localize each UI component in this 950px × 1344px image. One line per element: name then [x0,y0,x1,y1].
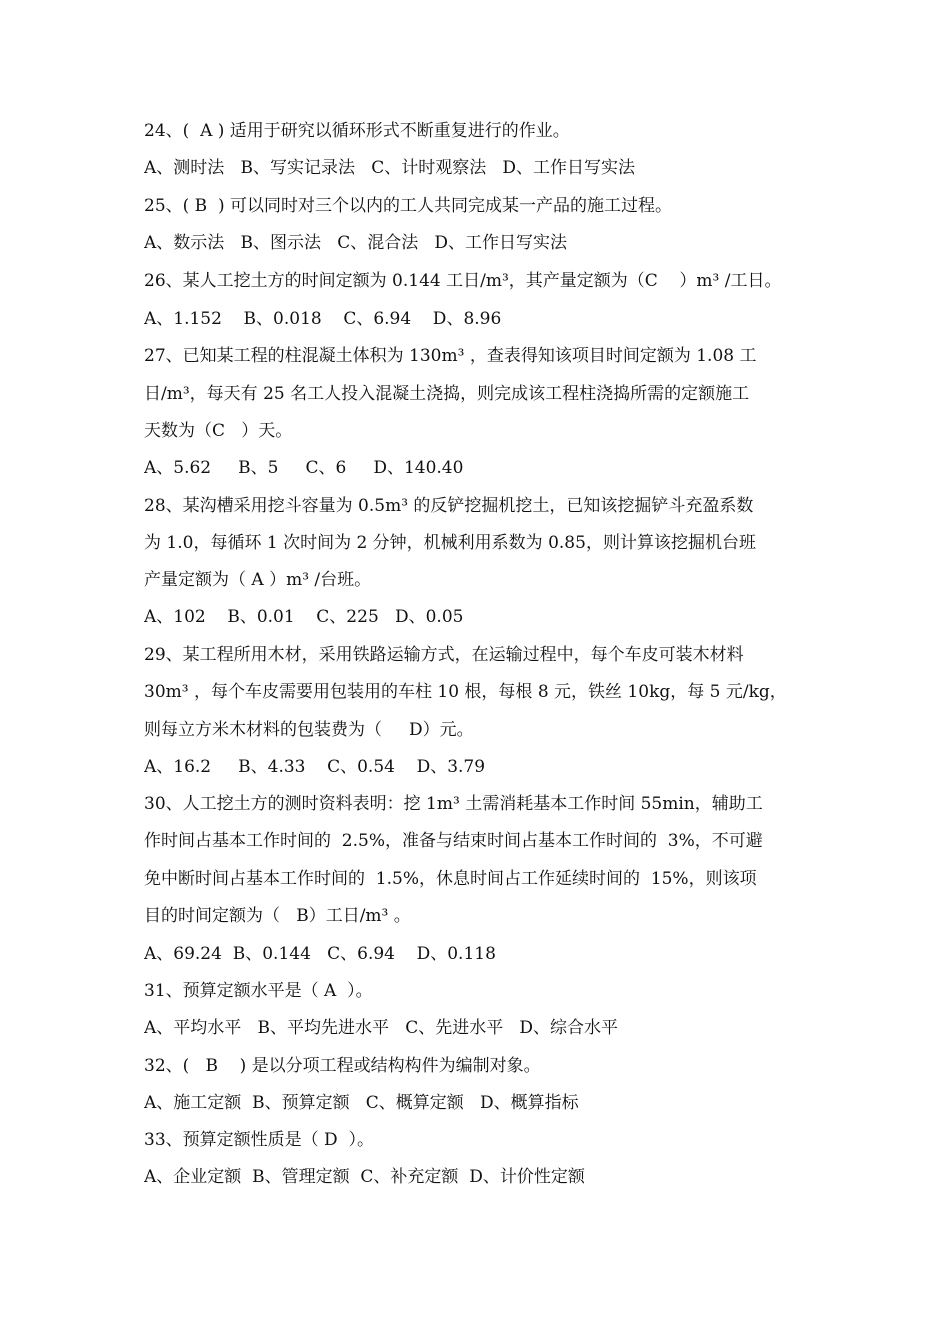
question-29-line-1: 29、某工程所用木材，采用铁路运输方式，在运输过程中，每个车皮可装木材料 [144,645,744,665]
question-30-line-2: 作时间占基本工作时间的 2.5%，准备与结束时间占基本工作时间的 3%，不可避 [144,831,763,851]
question-30-line-3: 免中断时间占基本工作时间的 1.5%，休息时间占工作延续时间的 15%，则该项 [144,869,757,889]
question-33-options: A、企业定额 B、管理定额 C、补充定额 D、计价性定额 [144,1167,585,1187]
question-32-options: A、施工定额 B、预算定额 C、概算定额 D、概算指标 [144,1093,579,1113]
question-30-line-1: 30、人工挖土方的测时资料表明：挖 1m³ 土需消耗基本工作时间 55min，辅助工 [144,794,763,814]
question-28-line-3: 产量定额为（ A ）m³ /台班。 [144,570,372,590]
question-30-options: A、69.24 B、0.144 C、6.94 D、0.118 [144,944,496,964]
question-31-options: A、平均水平 B、平均先进水平 C、先进水平 D、综合水平 [144,1018,619,1038]
question-29-line-3: 则每立方米木材料的包装费为（ D）元。 [144,720,474,740]
question-27-line-3: 天数为（C ）天。 [144,421,293,441]
question-29-options: A、16.2 B、4.33 C、0.54 D、3.79 [144,757,486,777]
question-27-line-2: 日/m³，每天有 25 名工人投入混凝土浇捣，则完成该工程柱浇捣所需的定额施工 [144,384,750,404]
question-27-options: A、5.62 B、5 C、6 D、140.40 [144,458,464,478]
question-30-line-4: 目的时间定额为（ B）工日/m³ 。 [144,906,411,926]
question-28-line-1: 28、某沟槽采用挖斗容量为 0.5m³ 的反铲挖掘机挖土，已知该挖掘铲斗充盈系数 [144,496,754,516]
question-28-options: A、102 B、0.01 C、225 D、0.05 [144,607,464,627]
question-25: 25、( B ) 可以同时对三个以内的工人共同完成某一产品的施工过程。 [144,196,673,216]
question-24-options: A、测时法 B、写实记录法 C、计时观察法 D、工作日写实法 [144,158,636,178]
question-26: 26、某人工挖土方的时间定额为 0.144 工日/m³，其产量定额为（C ）m³ /工日。 [144,271,782,291]
question-26-options: A、1.152 B、0.018 C、6.94 D、8.96 [144,309,502,329]
question-24: 24、( A ) 适用于研究以循环形式不断重复进行的作业。 [144,121,570,141]
question-31: 31、预算定额水平是（ A ）。 [144,981,373,1001]
question-28-line-2: 为 1.0，每循环 1 次时间为 2 分钟，机械利用系数为 0.85，则计算该挖掘机台班 [144,533,756,553]
question-29-line-2: 30m³ ，每个车皮需要用包装用的车柱 10 根，每根 8 元，铁丝 10kg，每 5 元/kg， [144,682,787,702]
question-27-line-1: 27、已知某工程的柱混凝土体积为 130m³ ，查表得知该项目时间定额为 1.08 工 [144,346,757,366]
question-33: 33、预算定额性质是（ D ）。 [144,1130,374,1150]
question-25-options: A、数示法 B、图示法 C、混合法 D、工作日写实法 [144,233,568,253]
question-32: 32、( B ) 是以分项工程或结构构件为编制对象。 [144,1056,541,1076]
